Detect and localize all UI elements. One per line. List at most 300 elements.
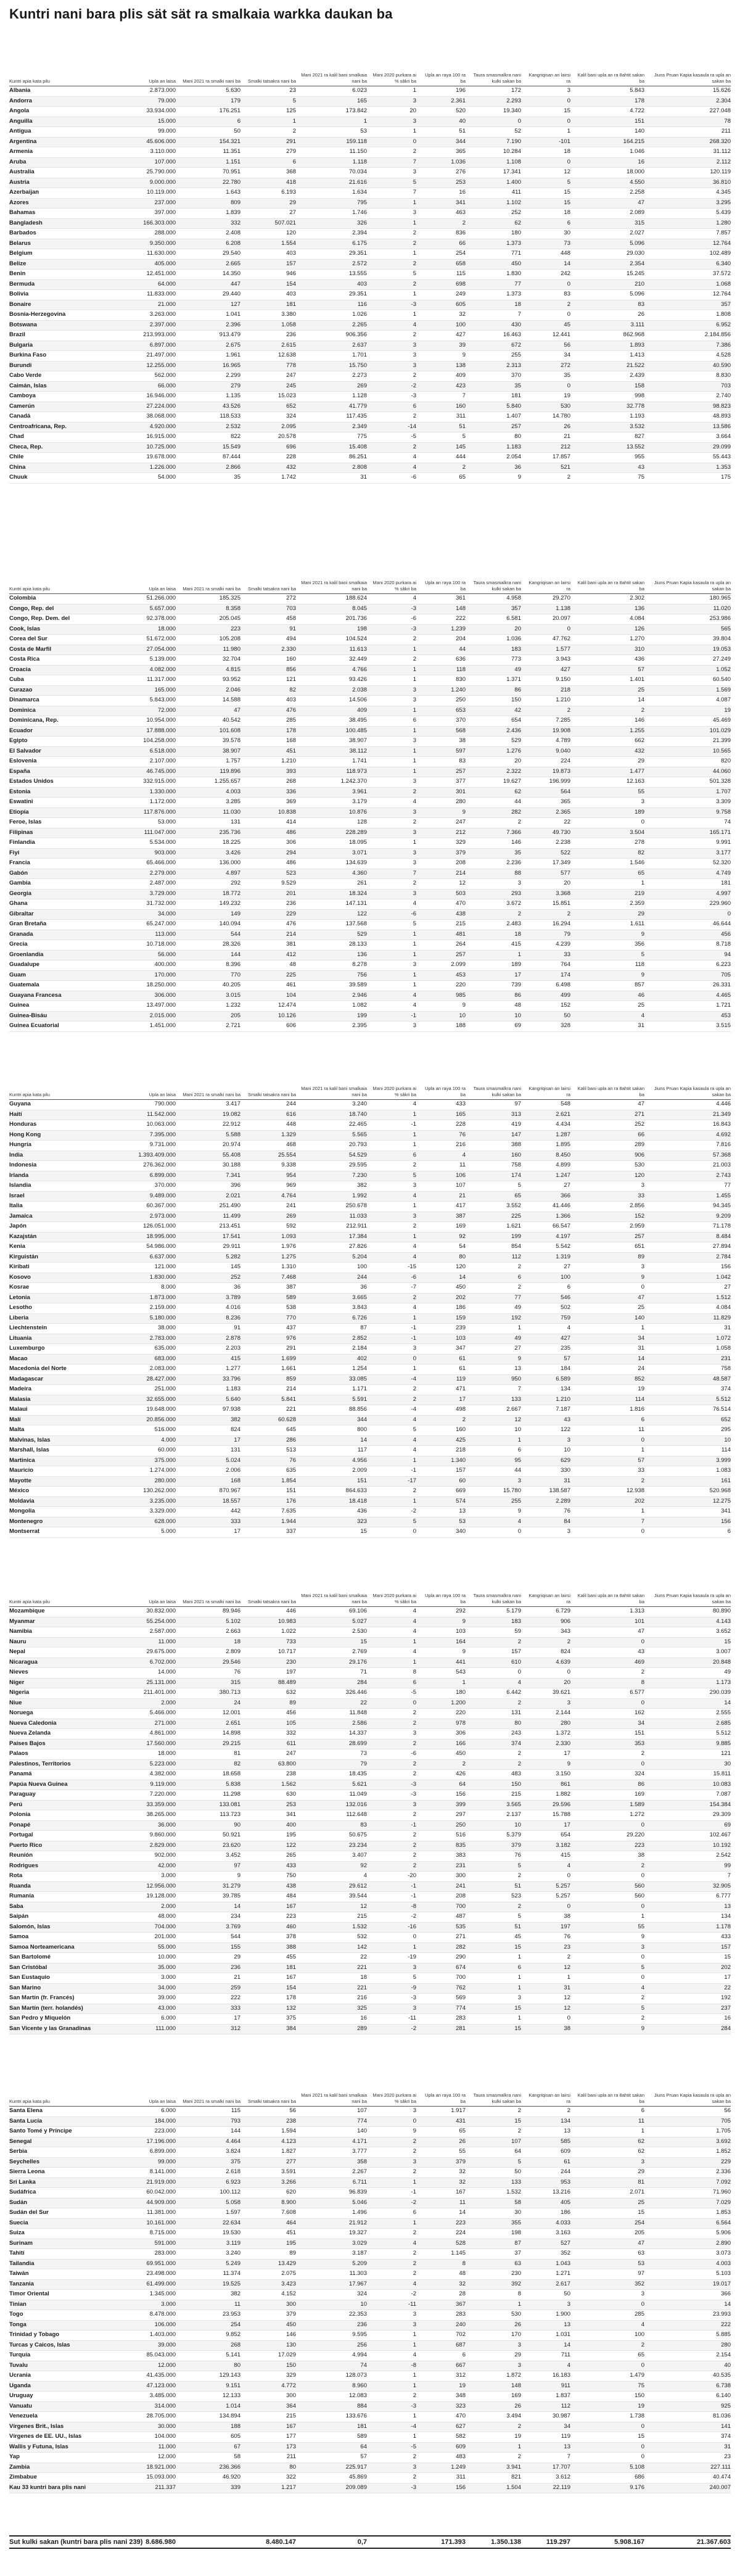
total-a-cell: 3.494 — [506, 2413, 521, 2419]
pct-change-cell: 2 — [413, 239, 416, 247]
value-2021-cell: 97 — [234, 1862, 240, 1869]
value-alt-cell: 2.395 — [352, 1022, 367, 1029]
value-2021-cell: 3.119 — [226, 2239, 240, 2247]
column-header: Kalil bani upla an ra 8ahtit sakan ba — [577, 2092, 644, 2104]
per-100-cell: 344 — [456, 138, 466, 145]
table-row — [9, 737, 731, 747]
pct-change-cell: 3 — [413, 209, 416, 216]
total-d-cell: 27.894 — [712, 1243, 731, 1250]
country-name-cell: Hong Kong — [9, 1131, 41, 1138]
ratio-cell: 8.900 — [281, 2198, 296, 2206]
pct-change-cell: 1 — [413, 2178, 416, 2186]
total-a-cell: 370 — [511, 372, 521, 379]
country-name-cell: Nauru — [9, 1638, 27, 1645]
value-alt-cell: 864.633 — [345, 1487, 367, 1494]
count-b-cell: 119 — [561, 2433, 570, 2440]
total-c-cell: 998 — [635, 392, 644, 399]
value-alt-cell: 15 — [360, 1528, 367, 1535]
value-alt-cell: 3.777 — [352, 2148, 367, 2155]
country-name-cell: Belgium — [9, 250, 33, 257]
total-c-cell: 1 — [641, 1324, 644, 1331]
value-2021-cell: 39.785 — [222, 1893, 240, 1899]
total-c-cell: 136 — [635, 605, 644, 612]
country-name-cell: Rota — [9, 1872, 23, 1879]
pct-change-cell: 6 — [413, 1151, 416, 1158]
per-100-cell: 605 — [456, 300, 466, 308]
ratio-cell: 285 — [286, 717, 296, 724]
total-c-cell: 53 — [638, 2260, 644, 2267]
total-a-cell: 6.442 — [506, 1689, 521, 1696]
total-value-cell: 171.393 — [441, 2538, 466, 2546]
per-100-cell: 481 — [456, 930, 466, 938]
pct-change-cell: -8 — [411, 2361, 416, 2369]
population-cell: 516.000 — [154, 1426, 176, 1433]
total-d-cell: 374 — [721, 2433, 731, 2440]
value-alt-cell: 70.034 — [348, 168, 367, 175]
total-a-cell: 2 — [517, 1699, 521, 1706]
country-name-cell: Guyana — [9, 1100, 31, 1107]
population-cell: 121.000 — [154, 1263, 176, 1270]
per-100-cell: 830 — [456, 676, 466, 683]
ratio-cell: 1.217 — [281, 2483, 296, 2491]
country-name-cell: Togo — [9, 2311, 23, 2318]
table-row — [9, 1395, 731, 1406]
table-row — [9, 1527, 731, 1538]
per-100-cell: 762 — [456, 1984, 466, 1991]
total-a-cell: 26 — [514, 2321, 521, 2328]
table-row — [9, 1385, 731, 1395]
value-2021-cell: 1.255.657 — [214, 778, 240, 785]
pct-change-cell: 1 — [413, 2433, 416, 2440]
country-name-cell: Santo Tomé y Príncipe — [9, 2128, 72, 2134]
total-d-cell: 157 — [721, 1943, 731, 1951]
total-d-cell: 2.542 — [716, 1852, 731, 1859]
population-cell: 5.534.000 — [149, 839, 176, 846]
population-cell: 3.110.000 — [150, 148, 176, 155]
total-d-cell: 1.058 — [716, 1345, 731, 1352]
value-2021-cell: 544 — [231, 1933, 240, 1940]
value-2021-cell: 235.736 — [219, 828, 240, 836]
total-d-cell: 31 — [724, 1324, 731, 1331]
country-name-cell: Estados Unidos — [9, 778, 54, 785]
ratio-cell: 438 — [286, 1882, 296, 1889]
population-cell: 85.043.000 — [146, 2351, 176, 2358]
population-cell: 54.000 — [157, 474, 176, 481]
country-name-cell: Israel — [9, 1192, 25, 1199]
per-100-cell: 9 — [462, 1002, 466, 1009]
value-alt-cell: 79 — [360, 1760, 367, 1767]
pct-change-cell: 3 — [413, 341, 416, 349]
column-header: Kangriqisan an lairsi ra — [528, 2092, 570, 2104]
population-cell: 9.000.000 — [149, 178, 176, 186]
per-100-cell: 157 — [456, 1467, 466, 1474]
total-a-cell: 2.313 — [506, 361, 521, 369]
table-row — [9, 981, 731, 991]
total-d-cell: 154.384 — [709, 1801, 731, 1808]
total-d-cell: 3.295 — [716, 199, 731, 206]
table-row — [9, 300, 731, 311]
ratio-cell: 20.578 — [278, 433, 296, 440]
value-2021-cell: 3.452 — [226, 1852, 240, 1859]
value-alt-cell: 3.665 — [352, 1294, 367, 1301]
table-row — [9, 879, 731, 890]
count-b-cell: 3 — [567, 1699, 570, 1706]
total-a-cell: 379 — [511, 1841, 521, 1849]
population-cell: 5.466.000 — [149, 1709, 176, 1716]
total-c-cell: 4.550 — [630, 178, 644, 186]
population-cell: 276.362.000 — [143, 1162, 176, 1168]
total-a-cell: 107 — [511, 2137, 521, 2145]
total-d-cell: 5.103 — [716, 2270, 731, 2277]
total-c-cell: 4.084 — [630, 615, 644, 622]
country-name-cell: Niue — [9, 1699, 22, 1706]
population-cell: 211.337 — [155, 2483, 176, 2491]
column-header: Mani 2021 ra smalki nani ba — [183, 2098, 240, 2104]
total-d-cell: 1.853 — [716, 2209, 731, 2216]
total-d-cell: 15 — [724, 1638, 731, 1645]
value-alt-cell: 323 — [357, 1517, 367, 1525]
count-b-cell: 521 — [561, 463, 570, 471]
country-name-cell: Guayana Francesa — [9, 991, 62, 999]
per-100-cell: 535 — [456, 1923, 466, 1930]
per-100-cell: 224 — [456, 2229, 466, 2236]
total-d-cell: 8.830 — [716, 372, 731, 379]
count-b-cell: 186 — [561, 2209, 570, 2216]
population-cell: 106.000 — [154, 2321, 176, 2328]
population-cell: 11.381.000 — [147, 2209, 176, 2216]
column-header: Jiuns Pruan Kapia kasaula ra upla an sakan ba — [654, 1593, 731, 1604]
total-d-cell: 12.764 — [712, 291, 731, 297]
pct-change-cell: 0 — [413, 1699, 416, 1706]
population-cell: 19.128.000 — [146, 1893, 176, 1899]
count-b-cell: 12 — [564, 1963, 570, 1971]
country-name-cell: Estonia — [9, 788, 31, 795]
total-c-cell: 0 — [641, 1638, 644, 1645]
value-2021-cell: 136.000 — [219, 859, 240, 866]
population-cell: 306.000 — [154, 991, 176, 999]
population-cell: 3.329.000 — [149, 1508, 176, 1514]
value-alt-cell: 221 — [357, 1984, 367, 1991]
value-2021-cell: 18 — [234, 1638, 240, 1645]
ratio-cell: 89 — [289, 1699, 296, 1706]
value-2021-cell: 50.921 — [222, 1831, 240, 1838]
ratio-cell: 6 — [292, 158, 296, 165]
country-name-cell: Perú — [9, 1801, 23, 1808]
value-2021-cell: 144 — [231, 951, 240, 958]
population-cell: 69.951.000 — [146, 2260, 176, 2267]
pct-change-cell: 5 — [413, 270, 416, 277]
count-b-cell: 49.730 — [552, 828, 570, 836]
column-header: Kangriqisan an lairsi ra — [528, 580, 570, 592]
value-2021-cell: 149.232 — [219, 900, 240, 907]
value-alt-cell: 212.911 — [346, 1223, 367, 1229]
country-name-cell: Honduras — [9, 1121, 37, 1128]
value-2021-cell: 1.014 — [226, 2402, 240, 2409]
table-row — [9, 1780, 731, 1791]
pct-change-cell: 3 — [413, 352, 416, 358]
ratio-cell: 125 — [286, 107, 296, 114]
count-b-cell: 15.788 — [552, 1811, 570, 1818]
total-a-cell: 1.036 — [506, 635, 521, 642]
value-alt-cell: 1 — [363, 117, 367, 125]
table-row — [9, 1456, 731, 1467]
ratio-cell: 29 — [289, 199, 296, 206]
pct-change-cell: -5 — [411, 433, 416, 440]
value-2021-cell: 254 — [231, 2321, 240, 2328]
total-a-cell: 243 — [511, 1730, 521, 1736]
value-2021-cell: 113.723 — [220, 1811, 240, 1818]
pct-change-cell: 5 — [413, 1517, 416, 1525]
total-d-cell: 134 — [721, 1913, 731, 1920]
value-alt-cell: 53 — [360, 128, 367, 134]
total-c-cell: 0 — [641, 1284, 644, 1290]
total-d-cell: 121 — [721, 1750, 731, 1757]
value-2021-cell: 50 — [234, 128, 240, 134]
count-b-cell: 4.639 — [556, 1658, 570, 1666]
value-alt-cell: 38.907 — [348, 737, 367, 744]
value-alt-cell: 1.128 — [352, 392, 367, 399]
ratio-cell: 247 — [286, 1750, 296, 1757]
total-d-cell: 9.209 — [716, 1212, 731, 1220]
table-row — [9, 2188, 731, 2198]
population-cell: 704.000 — [154, 1923, 176, 1930]
per-100-cell: 38 — [459, 737, 466, 744]
value-alt-cell: 1.746 — [352, 209, 367, 216]
table-row — [9, 1022, 731, 1032]
country-name-cell: Etiopía — [9, 808, 29, 815]
table-row — [9, 117, 731, 128]
ratio-cell: 265 — [286, 1852, 296, 1859]
count-b-cell: 61 — [564, 2158, 570, 2165]
value-alt-cell: 19.327 — [348, 2229, 367, 2236]
pct-change-cell: -2 — [411, 2198, 416, 2206]
total-a-cell: 1.400 — [506, 178, 521, 186]
column-header: Taura smasmalkra nani kulki sakan ba — [473, 72, 521, 84]
per-100-cell: 470 — [456, 2413, 466, 2419]
total-a-cell: 49 — [514, 1304, 521, 1311]
column-header: Upla an raya 100 ra ba — [425, 580, 466, 592]
population-cell: 66.000 — [157, 382, 176, 389]
total-c-cell: 118 — [635, 961, 644, 968]
per-100-cell: 2.361 — [451, 97, 466, 104]
ratio-cell: 17.029 — [278, 2351, 296, 2358]
value-2021-cell: 129.143 — [219, 2372, 240, 2379]
total-c-cell: 43 — [638, 463, 644, 471]
value-2021-cell: 396 — [231, 1182, 240, 1189]
ratio-cell: 1.093 — [281, 1232, 296, 1240]
value-alt-cell: 36 — [360, 1284, 367, 1290]
value-2021-cell: 131 — [231, 1447, 240, 1453]
total-d-cell: 202 — [721, 1963, 731, 1971]
total-c-cell: 62 — [638, 2148, 644, 2155]
total-d-cell: 295 — [721, 1426, 731, 1433]
value-alt-cell: 4.171 — [352, 2137, 367, 2145]
count-b-cell: 224 — [561, 758, 570, 764]
table-header — [9, 566, 731, 594]
total-d-cell: 1.808 — [716, 311, 731, 318]
table-row — [9, 1749, 731, 1760]
total-c-cell: 223 — [635, 1841, 644, 1849]
value-2021-cell: 1.757 — [226, 758, 240, 764]
population-cell: 51.266.000 — [146, 595, 176, 601]
total-d-cell: 4.997 — [716, 890, 731, 897]
population-cell: 10.725.000 — [146, 443, 176, 450]
total-a-cell: 8 — [517, 2290, 521, 2297]
ratio-cell: 364 — [286, 2402, 296, 2409]
total-c-cell: 1.816 — [630, 1406, 644, 1413]
table-row — [9, 960, 731, 971]
pct-change-cell: 1 — [413, 1943, 416, 1951]
total-c-cell: 0 — [641, 1436, 644, 1443]
total-d-cell: 1.569 — [716, 686, 731, 693]
total-c-cell: 34 — [638, 1719, 644, 1727]
per-100-cell: 66 — [459, 239, 466, 247]
per-100-cell: 13 — [459, 1508, 466, 1514]
value-2021-cell: 3.789 — [226, 1294, 240, 1301]
total-c-cell: 2.354 — [630, 260, 644, 267]
pct-change-cell: -6 — [411, 910, 416, 917]
value-alt-cell: 2.267 — [352, 2168, 367, 2175]
count-b-cell: 4.789 — [556, 737, 570, 744]
table-row — [9, 1466, 731, 1477]
total-a-cell: 146 — [511, 839, 521, 846]
table-row — [9, 666, 731, 676]
column-header: Kuntri apia kata pilu — [9, 2098, 50, 2104]
total-a-cell: 2 — [517, 819, 521, 825]
count-b-cell: 3 — [567, 1436, 570, 1443]
per-100-cell: 253 — [456, 178, 466, 186]
value-alt-cell: 5.204 — [352, 1253, 367, 1260]
count-b-cell: 4.899 — [556, 1162, 570, 1168]
population-cell: 11.833.000 — [147, 291, 176, 297]
ratio-cell: 27 — [289, 209, 296, 216]
per-100-cell: 774 — [456, 2004, 466, 2012]
total-d-cell: 2.304 — [716, 97, 731, 104]
population-cell: 237.000 — [154, 199, 176, 206]
value-alt-cell: 4.994 — [352, 2351, 367, 2358]
total-d-cell: 4.692 — [716, 1131, 731, 1138]
total-d-cell: 165.171 — [709, 828, 731, 836]
value-2021-cell: 21 — [234, 1974, 240, 1981]
value-2021-cell: 105.208 — [219, 635, 240, 642]
ratio-cell: 592 — [286, 1223, 296, 1229]
value-alt-cell: 22.353 — [348, 2311, 367, 2318]
table-row — [9, 1831, 731, 1841]
total-d-cell: 9.885 — [716, 1740, 731, 1747]
ratio-cell: 15.023 — [278, 392, 296, 399]
per-100-cell: 159 — [456, 1314, 466, 1321]
per-100-cell: 118 — [456, 666, 466, 673]
total-c-cell: 25 — [638, 1002, 644, 1009]
total-c-cell: 469 — [635, 1658, 644, 1666]
total-d-cell: 69 — [724, 1821, 731, 1828]
per-100-cell: 196 — [456, 87, 466, 94]
grand-total-row — [9, 2535, 731, 2549]
population-cell: 12.255.000 — [146, 361, 176, 369]
value-alt-cell: 1.118 — [352, 158, 367, 165]
per-100-cell: 11 — [459, 2198, 466, 2206]
total-d-cell: 1.280 — [716, 219, 731, 226]
total-a-cell: 355 — [511, 2219, 521, 2226]
total-a-cell: 44 — [514, 1467, 521, 1474]
population-cell: 13.497.000 — [146, 1002, 176, 1009]
per-100-cell: 282 — [456, 1943, 466, 1951]
total-d-cell: 2.184.856 — [704, 331, 731, 338]
country-name-cell: Santa Lucía — [9, 2117, 43, 2124]
total-a-cell: 1 — [517, 1954, 521, 1960]
per-100-cell: 32 — [459, 2280, 466, 2287]
value-2021-cell: 870.967 — [219, 1487, 240, 1494]
value-alt-cell: 775 — [357, 433, 367, 440]
total-c-cell: 1.546 — [630, 859, 644, 866]
total-d-cell: 2.112 — [716, 158, 731, 165]
total-a-cell: 3.552 — [506, 1202, 521, 1209]
total-a-cell: 13 — [514, 1365, 521, 1372]
total-d-cell: 357 — [721, 300, 731, 308]
ratio-cell: 632 — [286, 1689, 296, 1696]
table-row — [9, 188, 731, 199]
table-row — [9, 838, 731, 849]
per-100-cell: 658 — [456, 260, 466, 267]
value-2021-cell: 29.911 — [223, 1243, 240, 1250]
ratio-cell: 476 — [286, 920, 296, 927]
table-row — [9, 2239, 731, 2250]
pct-change-cell: -3 — [411, 1994, 416, 2001]
value-2021-cell: 145 — [231, 1263, 240, 1270]
total-c-cell: 285 — [635, 2311, 644, 2318]
country-name-cell: Malaui — [9, 1406, 28, 1413]
total-d-cell: 1.512 — [716, 1294, 731, 1301]
total-c-cell: 0 — [641, 2422, 644, 2430]
pct-change-cell: 3 — [413, 808, 416, 815]
per-100-cell: 7 — [462, 392, 466, 399]
value-2021-cell: 3.824 — [226, 2148, 240, 2155]
country-name-cell: Dominica — [9, 706, 36, 714]
table-row — [9, 1668, 731, 1678]
count-b-cell: 7 — [567, 2453, 570, 2460]
ratio-cell: 10.983 — [278, 1617, 296, 1625]
table-section — [9, 2079, 731, 2493]
total-a-cell: 52 — [514, 128, 521, 134]
country-name-cell: Guinea — [9, 1002, 30, 1009]
value-alt-cell: 1.171 — [352, 1385, 367, 1392]
population-cell: 104.258.000 — [143, 737, 176, 744]
pct-change-cell: 1 — [413, 1456, 416, 1464]
total-c-cell: 9 — [641, 2025, 644, 2032]
ratio-cell: 388 — [286, 1943, 296, 1951]
total-d-cell: 99 — [724, 1862, 731, 1869]
value-alt-cell: 2.946 — [352, 991, 367, 999]
pct-change-cell: 2 — [413, 1162, 416, 1168]
population-cell: 61.499.000 — [146, 2280, 176, 2287]
count-b-cell: 0 — [567, 2015, 570, 2021]
count-b-cell: 7.285 — [556, 717, 570, 724]
ratio-cell: 393 — [286, 767, 296, 775]
pct-change-cell: -14 — [408, 423, 416, 430]
value-alt-cell: 133.676 — [345, 2413, 367, 2419]
ratio-cell: 228 — [286, 453, 296, 460]
population-cell: 8.000 — [161, 1284, 176, 1290]
total-d-cell: 4.446 — [716, 1100, 731, 1107]
population-cell: 2.829.000 — [149, 1841, 176, 1849]
total-a-cell: 1 — [517, 1436, 521, 1443]
ratio-cell: 241 — [286, 1202, 296, 1209]
value-2021-cell: 17.541 — [222, 1232, 240, 1240]
total-d-cell: 284 — [721, 2025, 731, 2032]
total-d-cell: 1.083 — [716, 1467, 731, 1474]
value-alt-cell: 18.095 — [348, 839, 367, 846]
value-alt-cell: 73 — [360, 1750, 367, 1757]
